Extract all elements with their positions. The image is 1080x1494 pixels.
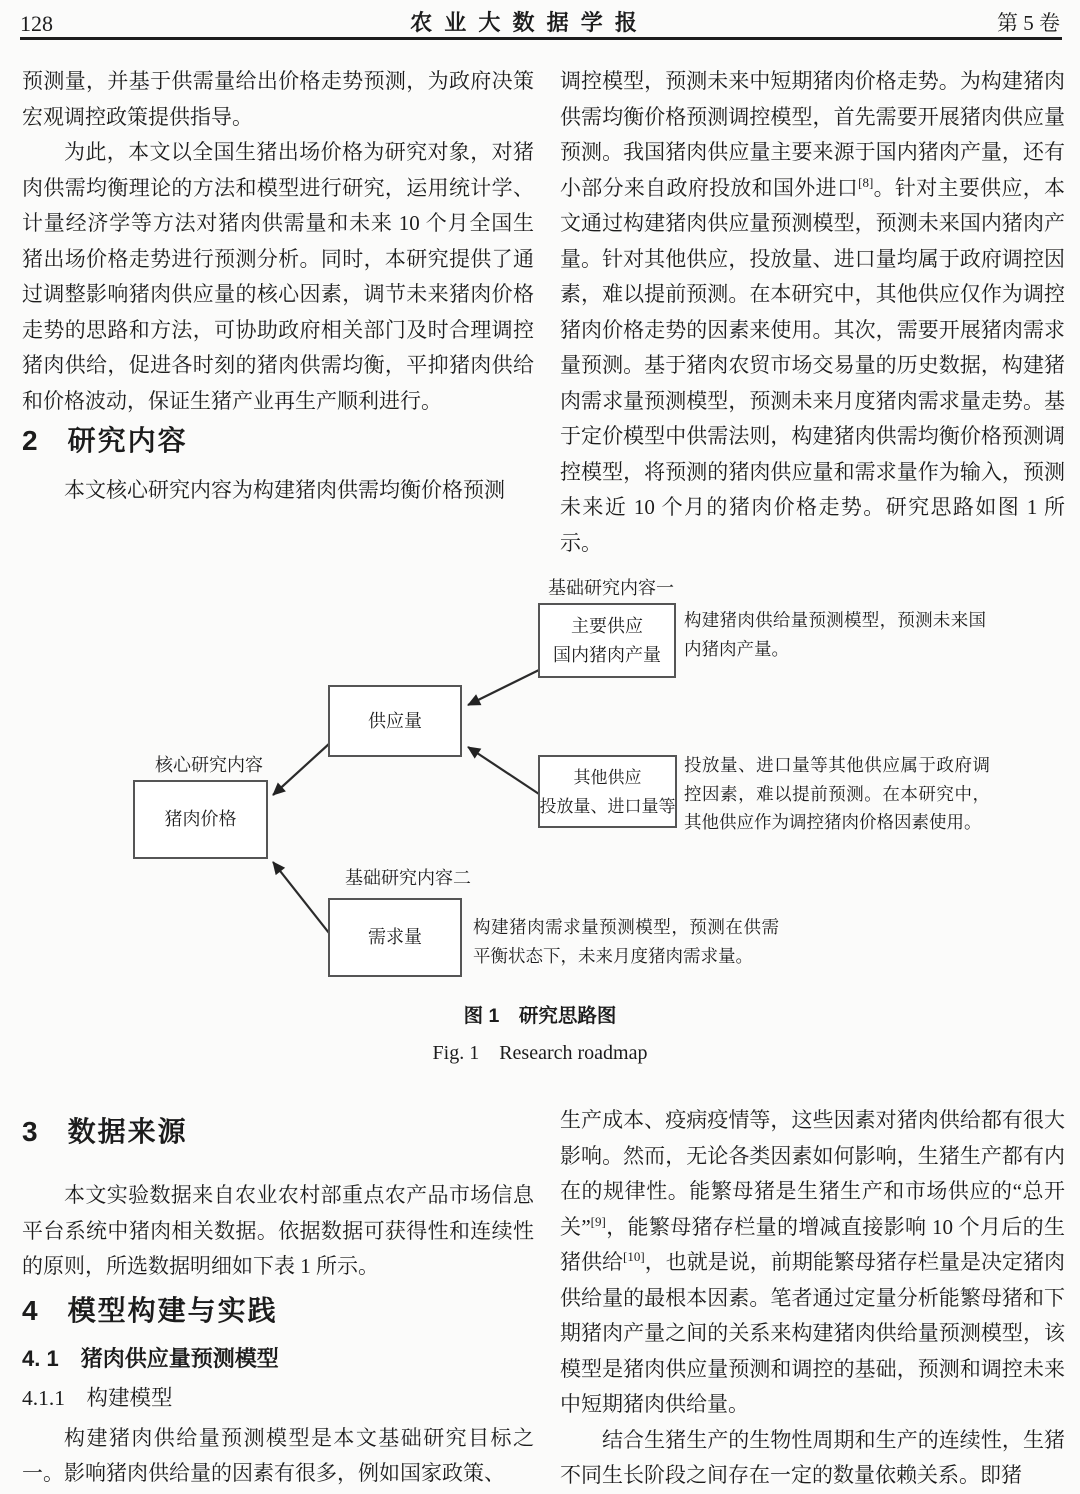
section-heading-3 [22, 1112, 534, 1152]
subsection-heading-4-1-1: 4.1.1 构建模型 [22, 1385, 173, 1410]
figure-caption-en: Fig. 1 Research roadmap [432, 1042, 648, 1064]
section-title: 研究内容 [67, 425, 188, 456]
volume-label: 第 5 卷 [997, 11, 1060, 35]
journal-title: 农 业 大 数 据 学 报 [410, 10, 640, 35]
figure-box-main-supply-line1: 主要供应 [571, 615, 643, 636]
figure-label-basic-research-1: 基础研究内容一 [548, 578, 674, 598]
subsection-heading-4-1: 4. 1 猪肉供应量预测模型 [22, 1345, 279, 1371]
figure-label-basic-research-2: 基础研究内容二 [345, 868, 471, 888]
paragraph-continued: 预测量，并基于供需量给出价格走势预测，为政府决策宏观调控政策提供指导。 [22, 69, 534, 129]
paragraph: 构建猪肉供给量预测模型是本文基础研究目标之一。影响猪肉供给量的因素有很多，例如国家政策、 [22, 1425, 534, 1485]
arrow-demand-to-price [273, 862, 329, 933]
figure-box-price-label: 猪肉价格 [164, 809, 237, 829]
arrow-supply-to-price [273, 743, 330, 795]
figure-box-main-supply [538, 603, 676, 678]
section-number: 4 [22, 1294, 40, 1326]
page-header [20, 6, 1060, 37]
section-heading-2 [22, 421, 534, 461]
top-left-column [22, 64, 534, 509]
figure-annotation-other-supply: 投放量、进口量等其他供应属于政府调控因素，难以提前预测。在本研究中，其他供应作为调控猪肉价格因素使用。 [684, 755, 990, 832]
section-number: 3 [22, 1116, 40, 1147]
bottom-right-column [560, 1103, 1065, 1494]
arrow-main-supply-to-supply [468, 669, 541, 705]
paragraph: 为此，本文以全国生猪出场价格为研究对象，对猪肉供需均衡理论的方法和模型进行研究，运用统计学、计量经济学等方法对猪肉供需量和未来 10 个月全国生猪出场价格走势进行预测分析。同时，本研究提供了通过调整影响猪肉供应量的核心因素，调节未来猪肉价格走势的思路和方法，可协助政府相关部门及时合理调控猪肉供给，促进各时刻的猪肉供需均衡，平抑猪肉供给和价格波动，保证生猪产业再生产顺利进行。 [22, 140, 534, 413]
paragraph: 结合生猪生产的生物性周期和生产的连续性，生猪不同生长阶段之间存在一定的数量依赖关系。即猪 [560, 1427, 1065, 1487]
figure-box-demand-label: 需求量 [368, 927, 422, 947]
paragraph-continued: 调控模型，预测未来中短期猪肉价格走势。为构建猪肉供需均衡价格预测调控模型，首先需要开展猪肉供应量预测。我国猪肉供应量主要来源于国内猪肉产量，还有小部分来自政府投放和国外进口[8]。针对主要供应，本文通过构建猪肉供应量预测模型，预测未来国内猪肉产量。针对其他供应，投放量、进口量均属于政府调控因素，难以提前预测。在本研究中，其他供应仅作为调控猪肉价格走势的因素来使用。其次，需要开展猪肉需求量预测。基于猪肉农贸市场交易量的历史数据，构建猪肉需求量预测模型，预测未来月度猪肉需求量走势。基于定价模型中供需法则，构建猪肉供需均衡价格预测调控模型，将预测的猪肉供应量和需求量作为输入，预测未来近 10 个月的猪肉价格走势。研究思路如图 1 所示。 [560, 69, 1065, 555]
figure-box-other-supply [538, 755, 677, 828]
section-heading-4 [22, 1291, 534, 1331]
figure-box-price [133, 780, 268, 859]
page-number: 128 [20, 11, 53, 36]
header-rule [20, 37, 1062, 40]
figure-box-other-supply-line1: 其他供应 [573, 767, 642, 787]
paragraph-continued: 生产成本、疫病疫情等，这些因素对猪肉供给都有很大影响。然而，无论各类因素如何影响，生猪生产都有内在的规律性。能繁母猪是生猪生产和市场供应的“总开关”[9]，能繁母猪存栏量的增减直接影响 10 个月后的生猪供给[10]，也就是说，前期能繁母猪存栏量是决定猪肉供给量的最根本因素。笔者通过定量分析能繁母猪和下期猪肉产量之间的关系来构建猪肉供给量预测模型，该模型是猪肉供应量预测和调控的基础，预测和调控未来中短期猪肉供给量。 [560, 1108, 1066, 1416]
section-number: 2 [22, 425, 40, 456]
paragraph: 本文核心研究内容为构建猪肉供需均衡价格预测 [64, 478, 505, 502]
top-right-column [560, 64, 1065, 561]
figure-box-supply [328, 685, 462, 757]
figure-label-core-research: 核心研究内容 [155, 755, 263, 775]
figure-annotation-main-supply: 构建猪肉供给量预测模型，预测未来国内猪肉产量。 [684, 610, 986, 659]
section-title: 数据来源 [67, 1116, 188, 1147]
figure-box-other-supply-line2: 投放量、进口量等 [539, 796, 676, 816]
section-title: 模型构建与实践 [67, 1294, 278, 1326]
figure-box-supply-label: 供应量 [368, 710, 422, 731]
arrow-other-supply-to-supply [468, 747, 539, 794]
bottom-left-column [22, 1104, 534, 1492]
figure-annotation-demand: 构建猪肉需求量预测模型，预测在供需平衡状态下，未来月度猪肉需求量。 [473, 917, 779, 966]
paragraph: 本文实验数据来自农业农村部重点农产品市场信息平台系统中猪肉相关数据。依据数据可获得性和连续性的原则，所选数据明细如下表 1 所示。 [22, 1183, 534, 1278]
figure-box-demand [328, 898, 462, 977]
figure-caption-zh: 图 1 研究思路图 [463, 1005, 617, 1027]
figure-box-main-supply-line2: 国内猪肉产量 [553, 644, 661, 665]
